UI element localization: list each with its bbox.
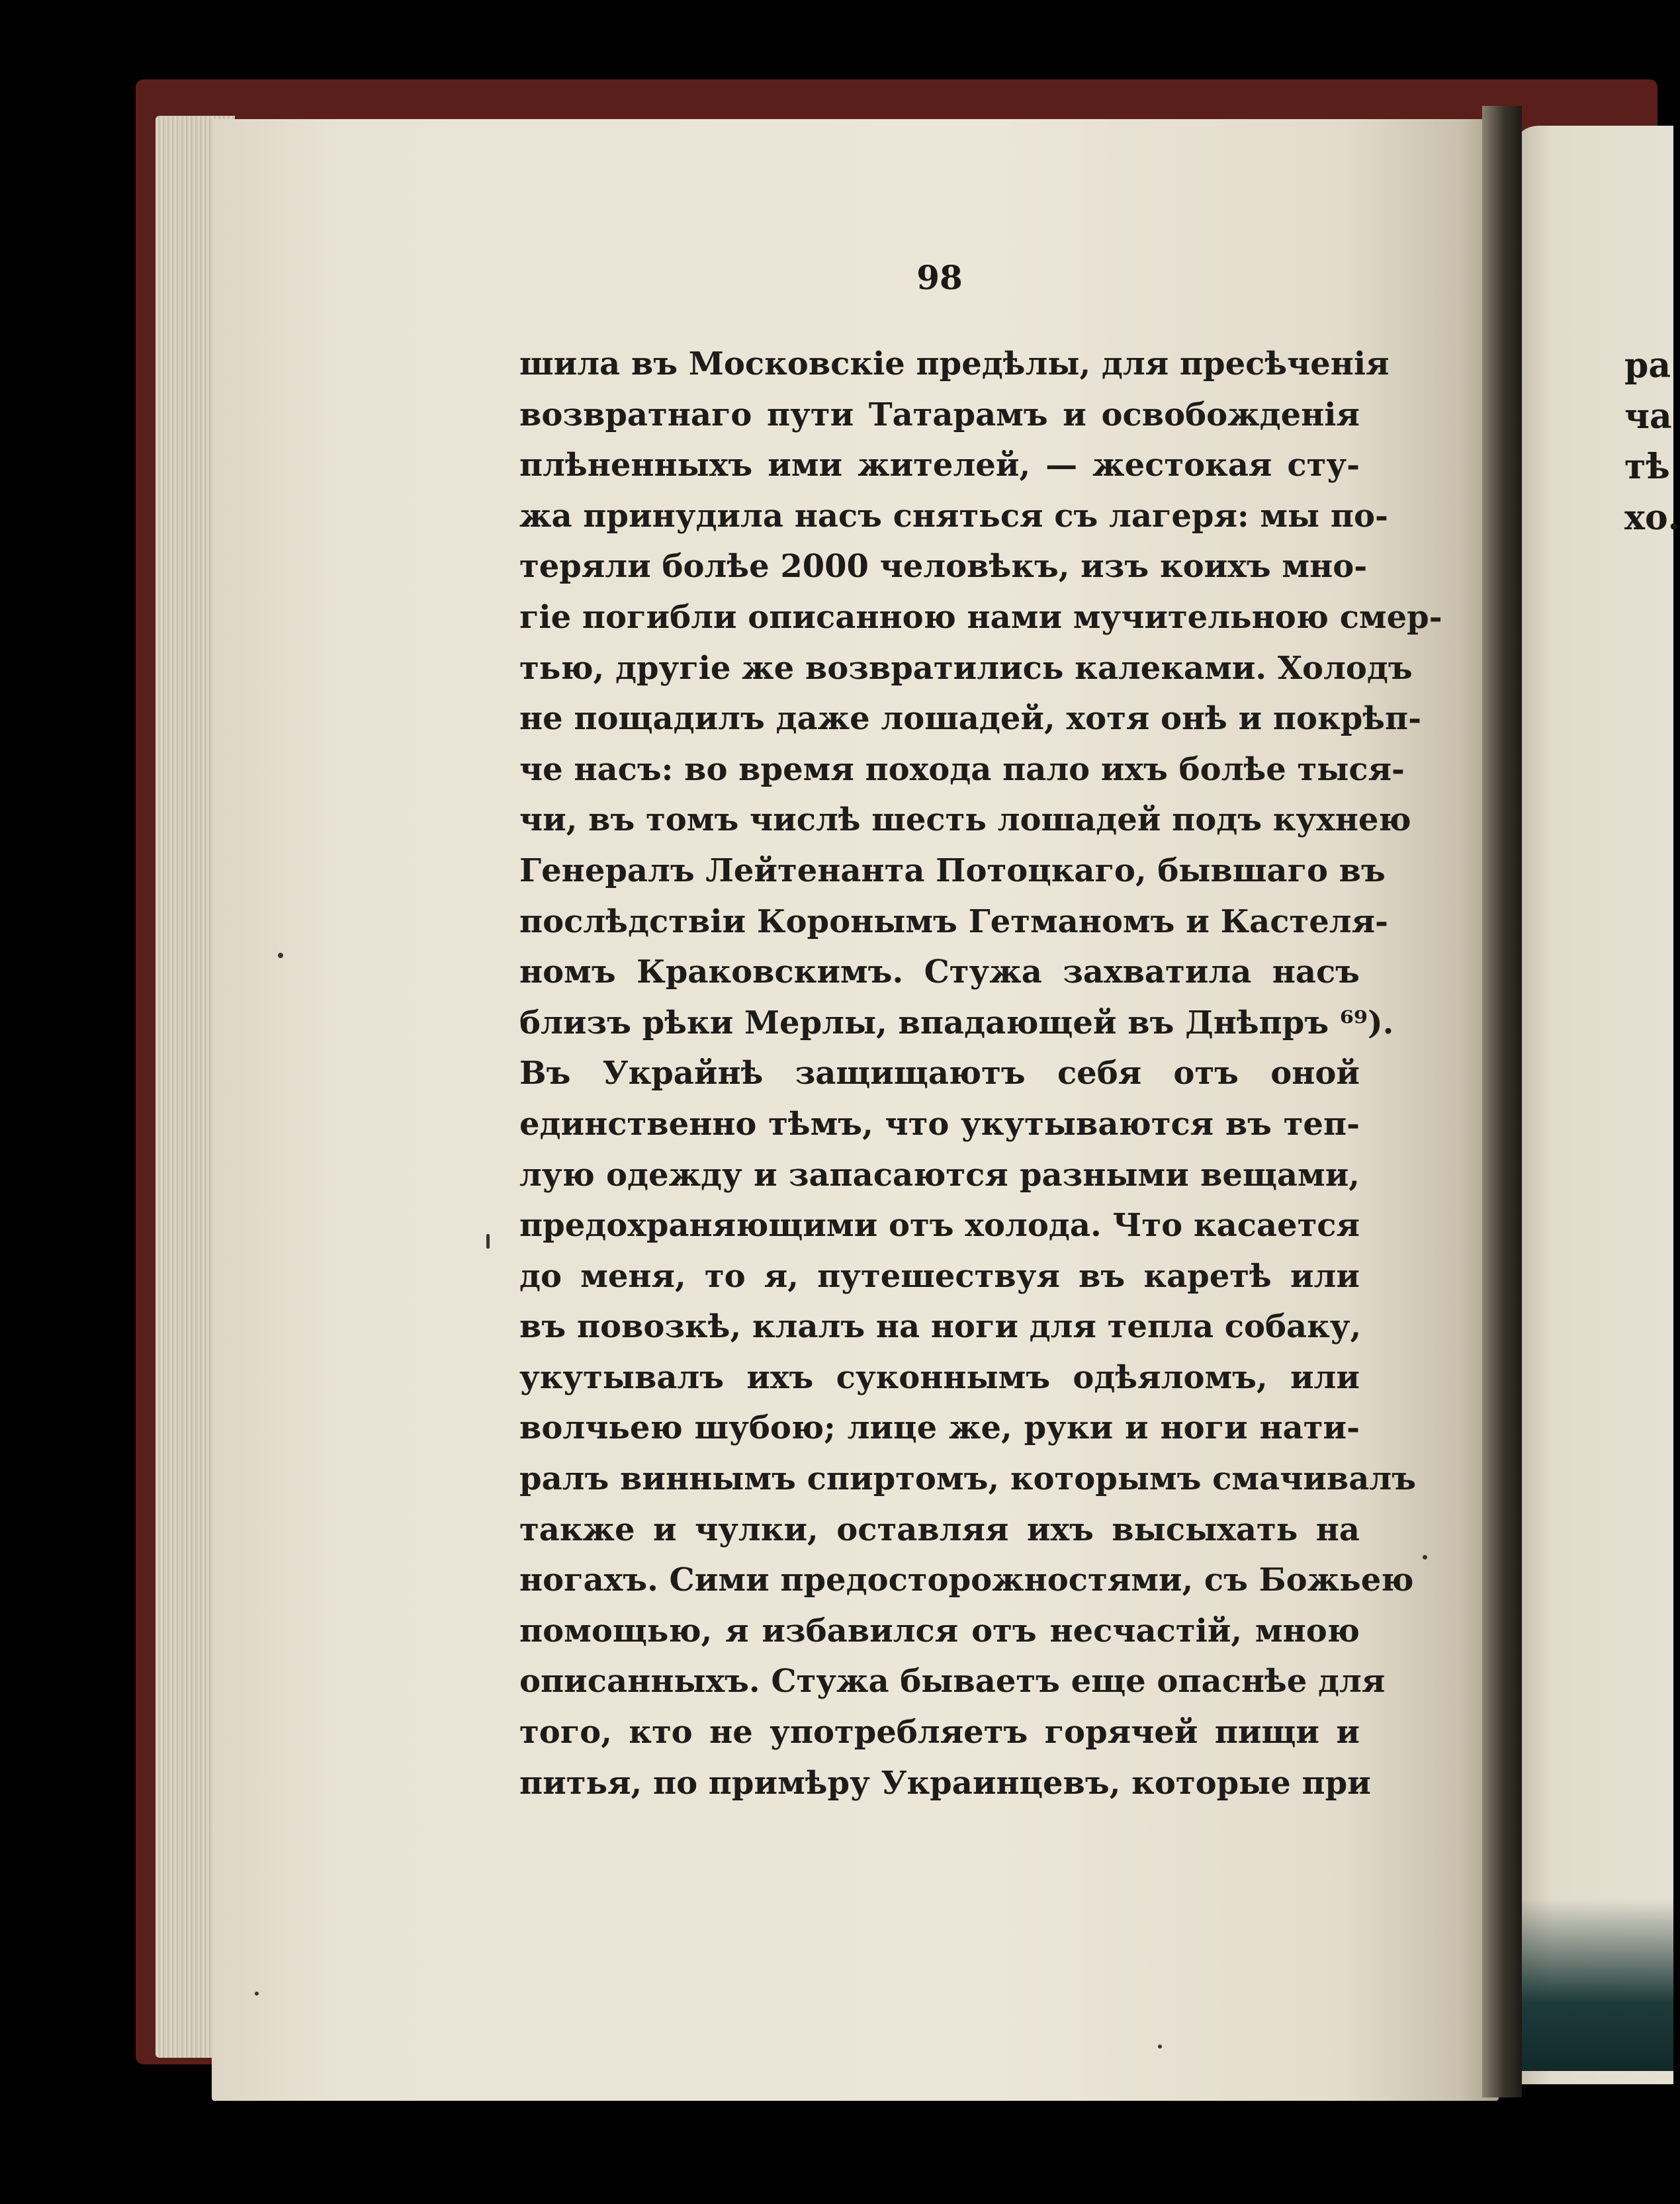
paper-speck xyxy=(255,1992,259,1996)
text-line: гіе погибли описанною нами мучительною смер- xyxy=(519,598,1442,636)
text-line: плѣненныхъ ими жителей, — жестокая сту- xyxy=(519,447,1360,484)
text-line: описанныхъ. Стужа бываетъ еще опаснѣе для xyxy=(519,1663,1386,1700)
page-number: 98 xyxy=(916,258,963,297)
text-line: номъ Краковскимъ. Стужа захватила насъ xyxy=(519,953,1360,991)
text-line: Генералъ Лейтенанта Потоцкаго, бывшаго въ xyxy=(519,852,1386,889)
facing-page-line: ра xyxy=(1624,345,1671,386)
facing-page-line: тѣ xyxy=(1624,447,1670,488)
text-line: единственно тѣмъ, что укутываются въ теп- xyxy=(519,1105,1360,1143)
paper-speck xyxy=(278,953,283,958)
book-gutter xyxy=(1482,106,1522,2097)
text-line: теряли болѣе 2000 человѣкъ, изъ коихъ мно- xyxy=(519,548,1368,586)
facing-page-line: хо. xyxy=(1624,497,1680,538)
facing-page-line: ча xyxy=(1624,396,1672,437)
text-line: того, кто не употребляетъ горячей пищи и xyxy=(519,1714,1360,1751)
text-line: жа принудила насъ сняться съ лагеря: мы по- xyxy=(519,497,1388,535)
text-line: возвратнаго пути Татарамъ и освобожденія xyxy=(519,396,1360,433)
text-line: до меня, то я, путешествуя въ каретѣ или xyxy=(519,1257,1360,1295)
text-line: не пощадилъ даже лошадей, хотя онѣ и покрѣп- xyxy=(519,700,1422,738)
text-line: близъ рѣки Мерлы, впадающей въ Днѣпръ ⁶⁹). xyxy=(519,1004,1394,1041)
text-line: предохраняющими отъ холода. Что касается xyxy=(519,1207,1360,1245)
paper-speck xyxy=(1423,1555,1427,1560)
text-line: питья, по примѣру Украинцевъ, которые при xyxy=(519,1764,1371,1802)
text-line: лую одежду и запасаются разными вещами, xyxy=(519,1156,1360,1194)
text-line: чи, въ томъ числѣ шесть лошадей подъ кухнею xyxy=(519,801,1411,839)
text-line: тью, другіе же возвратились калеками. Холодъ xyxy=(519,649,1413,687)
paper-speck xyxy=(486,1234,490,1249)
text-line: въ повозкѣ, клалъ на ноги для тепла собаку, xyxy=(519,1308,1362,1346)
text-line: волчьею шубою; лице же, руки и ноги нати- xyxy=(519,1409,1360,1447)
text-line: послѣдствіи Коронымъ Гетманомъ и Кастеля- xyxy=(519,903,1388,940)
text-line: че насъ: во время похода пало ихъ болѣе тыся- xyxy=(519,750,1405,788)
text-line: шила въ Московскіе предѣлы, для пресѣченія xyxy=(519,345,1390,382)
facing-page-edge xyxy=(1522,1899,1673,2071)
text-line: помощью, я избавился отъ несчастій, мною xyxy=(519,1612,1360,1650)
paper-speck xyxy=(1158,2045,1162,2049)
page-body xyxy=(519,339,1442,1808)
facing-page-text xyxy=(1624,341,1680,543)
text-line: укутывалъ ихъ суконнымъ одѣяломъ, или xyxy=(519,1358,1360,1396)
text-line: ногахъ. Сими предосторожностями, съ Божьею xyxy=(519,1562,1414,1599)
text-line: ралъ виннымъ спиртомъ, которымъ смачивалъ xyxy=(519,1460,1417,1498)
text-line: также и чулки, оставляя ихъ высыхать на xyxy=(519,1511,1360,1548)
text-line: Въ Украйнѣ защищаютъ себя отъ оной xyxy=(519,1055,1360,1092)
